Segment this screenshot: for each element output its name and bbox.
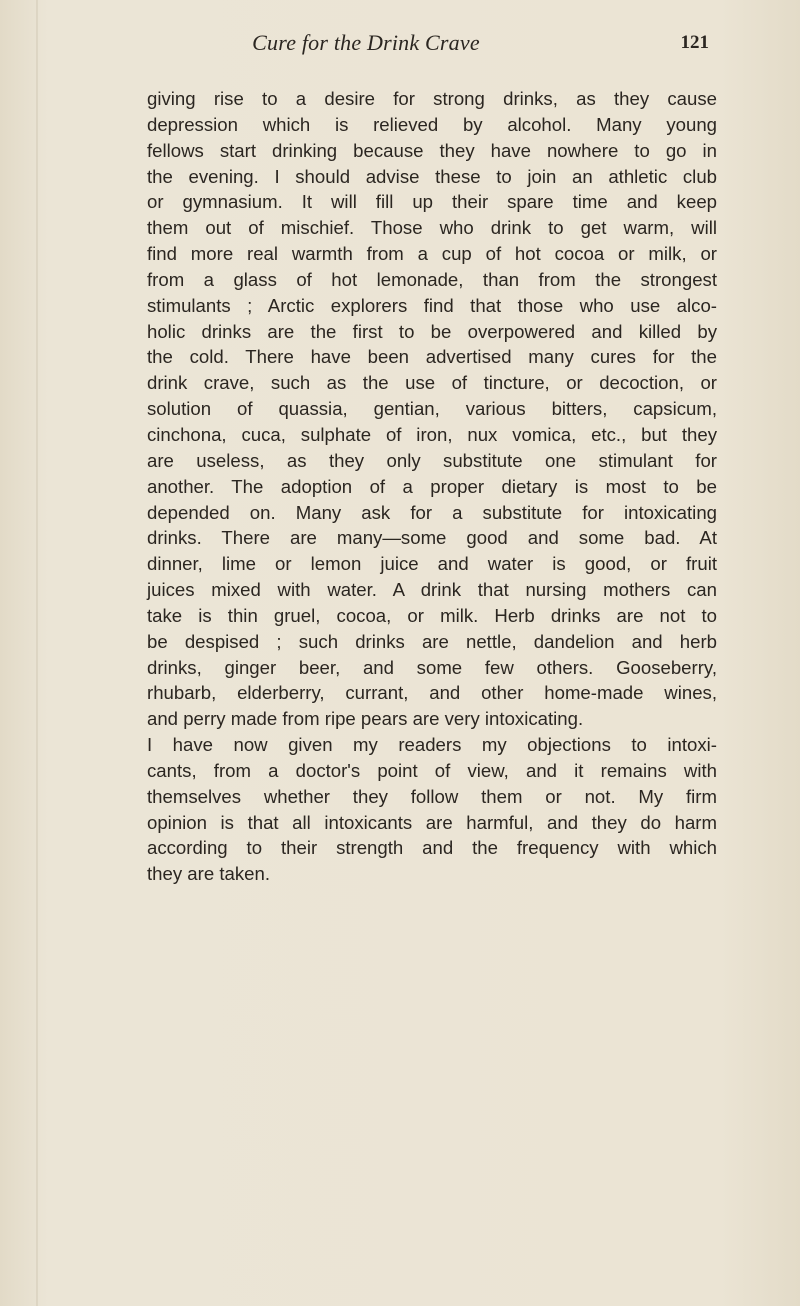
text-line: dinner, lime or lemon juice and water is good, or fruit — [147, 553, 717, 575]
text-line: drinks, ginger beer, and some few others. Gooseberry, — [147, 656, 717, 678]
text-line: themselves whether they follow them or not. My firm — [147, 785, 717, 807]
text-line: or gymnasium. It will fill up their spare time and keep — [147, 191, 717, 213]
text-line: rhubarb, elderberry, currant, and other home-made wines, — [147, 682, 717, 704]
text-line: solution of quassia, gentian, various bitters, capsicum, — [147, 398, 717, 420]
text-line: depended on. Many ask for a substitute for intoxicating — [147, 501, 717, 523]
text-line: opinion is that all intoxicants are harmful, and they do harm — [147, 811, 717, 833]
text-line: drink crave, such as the use of tincture, or decoction, or — [147, 372, 717, 394]
text-line: find more real warmth from a cup of hot cocoa or milk, or — [147, 243, 717, 265]
text-line: holic drinks are the first to be overpowered and killed by — [147, 320, 717, 342]
text-line: from a glass of hot lemonade, than from the strongest — [147, 268, 717, 290]
text-line: fellows start drinking because they have nowhere to go in — [147, 139, 717, 161]
text-line: according to their strength and the frequency with which — [147, 837, 717, 859]
text-line: and perry made from ripe pears are very intoxicating. — [147, 708, 584, 730]
text-line: cinchona, cuca, sulphate of iron, nux vomica, etc., but they — [147, 423, 717, 445]
text-line: cants, from a doctor's point of view, and it remains with — [147, 759, 717, 781]
text-line: another. The adoption of a proper dietary is most to be — [147, 475, 717, 497]
running-header — [147, 28, 717, 58]
text-line: I have now given my readers my objections to intoxi- — [147, 734, 717, 756]
text-line: juices mixed with water. A drink that nursing mothers can — [147, 579, 717, 601]
page-fold — [36, 0, 38, 1306]
running-title: Cure for the Drink Crave — [252, 30, 480, 55]
text-line: take is thin gruel, cocoa, or milk. Herb drinks are not to — [147, 604, 717, 626]
text-line: the cold. There have been advertised many cures for the — [147, 346, 717, 368]
text-line: drinks. There are many—some good and some bad. At — [147, 527, 717, 549]
text-line: them out of mischief. Those who drink to get warm, will — [147, 217, 717, 239]
text-line: they are taken. — [147, 863, 271, 885]
text-line: depression which is relieved by alcohol. Many young — [147, 113, 717, 135]
text-line: giving rise to a desire for strong drinks, as they cause — [147, 88, 717, 109]
text-line: stimulants ; Arctic explorers find that those who use alco- — [147, 294, 717, 316]
text-line: the evening. I should advise these to join an athletic club — [147, 165, 717, 187]
text-line: be despised ; such drinks are nettle, dandelion and herb — [147, 630, 717, 652]
body-text — [147, 86, 717, 887]
page-number: 121 — [680, 32, 709, 53]
text-line: are useless, as they only substitute one stimulant for — [147, 449, 717, 471]
